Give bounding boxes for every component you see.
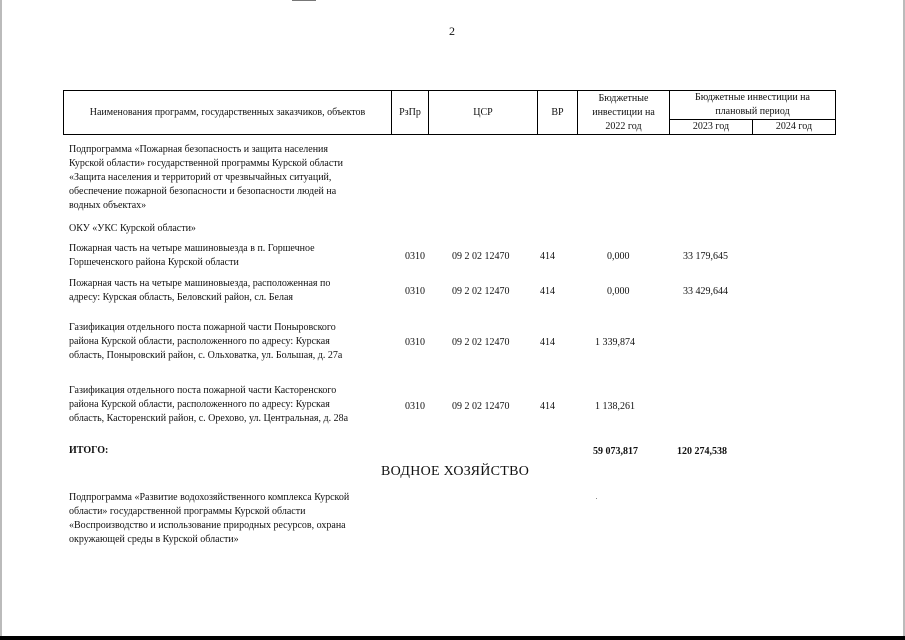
table-row-name: [69, 384, 399, 426]
cell-rzpr: 0310: [405, 401, 425, 412]
text-line: Подпрограмма «Развитие водохозяйственного комплекса Курской: [69, 492, 350, 503]
text-line: обеспечение пожарной безопасности и безопасности людей на: [69, 186, 337, 197]
cell-csr: 09 2 02 12470: [452, 251, 510, 262]
cell-csr: 09 2 02 12470: [452, 337, 510, 348]
table-header: [63, 90, 836, 135]
page-number: 2: [449, 24, 455, 38]
text-line: Пожарная часть на четыре машиновыезда в п. Горшечное: [69, 243, 315, 254]
text-line: окружающей среды в Курской области»: [69, 534, 239, 545]
header-plan-line2: плановый период: [715, 106, 790, 117]
cell-rzpr: 0310: [405, 251, 425, 262]
cell-2022: 1 138,261: [595, 401, 635, 412]
scan-mark: [292, 0, 316, 1]
header-inv-line2: инвестиции на: [592, 106, 655, 118]
text-line: Курской области» государственной программы Курской области: [69, 158, 344, 169]
cell-csr: 09 2 02 12470: [452, 401, 510, 412]
cell-csr: 09 2 02 12470: [452, 286, 510, 297]
subprogram-water: [69, 491, 409, 547]
header-planned-period: [670, 91, 836, 120]
table-row-name: [69, 277, 399, 305]
cell-rzpr: 0310: [405, 337, 425, 348]
cell-2022: 0,000: [607, 286, 630, 297]
cell-2022: 0,000: [607, 251, 630, 262]
table-row-name: [69, 242, 399, 270]
subprogram-fire-safety: [69, 143, 399, 213]
header-name: Наименования программ, государственных заказчиков, объектов: [64, 91, 392, 135]
cell-2023: 33 429,644: [683, 286, 728, 297]
text-line: Пожарная часть на четыре машиновыезда, расположенная по: [69, 278, 331, 289]
text-line: Газификация отдельного поста пожарной части Касторенского: [69, 385, 337, 396]
text-line: «Защита населения и территорий от чрезвычайных ситуаций,: [69, 172, 332, 183]
customer-name: ОКУ «УКС Курской области»: [69, 223, 196, 234]
cell-vr: 414: [540, 251, 555, 262]
header-csr: ЦСР: [429, 91, 538, 135]
header-inv-line3: 2022 год: [605, 120, 642, 132]
header-plan-line1: Бюджетные инвестиции на: [695, 92, 810, 103]
header-year-2023: 2023 год: [670, 120, 753, 135]
scan-edge-bottom: [0, 636, 905, 640]
text-line: района Курской области, расположенного по адресу: Курская: [69, 399, 330, 410]
header-rzpr: РзПр: [392, 91, 429, 135]
text-line: Газификация отдельного поста пожарной части Поныровского: [69, 322, 336, 333]
text-line: Подпрограмма «Пожарная безопасность и защита населения: [69, 144, 328, 155]
scan-speck: [596, 498, 597, 499]
text-line: водных объектах»: [69, 200, 147, 211]
text-line: адресу: Курская область, Беловский район, сл. Белая: [69, 292, 294, 303]
header-year-2024: 2024 год: [753, 120, 836, 135]
text-line: района Курской области, расположенного по адресу: Курская: [69, 336, 330, 347]
cell-vr: 414: [540, 337, 555, 348]
text-line: Горшеченского района Курской области: [69, 257, 239, 268]
total-2023: 120 274,538: [677, 446, 727, 457]
cell-vr: 414: [540, 401, 555, 412]
cell-rzpr: 0310: [405, 286, 425, 297]
text-line: «Воспроизводство и использование природных ресурсов, охрана: [69, 520, 346, 531]
total-label: ИТОГО:: [69, 445, 109, 456]
text-line: область, Касторенский район, с. Орехово, ул. Центральная, д. 28а: [69, 413, 349, 424]
table-row-name: [69, 321, 399, 363]
section-title: ВОДНОЕ ХОЗЯЙСТВО: [381, 464, 530, 479]
header-vr: ВР: [538, 91, 578, 135]
scan-edge-left: [0, 0, 2, 640]
cell-2023: 33 179,645: [683, 251, 728, 262]
header-investments-2022: [578, 91, 670, 135]
header-inv-line1: Бюджетные: [598, 92, 649, 104]
total-2022: 59 073,817: [593, 446, 638, 457]
cell-vr: 414: [540, 286, 555, 297]
text-line: области» государственной программы Курской области: [69, 506, 306, 517]
text-line: область, Поныровский район, с. Ольховатка, ул. Большая, д. 27а: [69, 350, 343, 361]
cell-2022: 1 339,874: [595, 337, 635, 348]
